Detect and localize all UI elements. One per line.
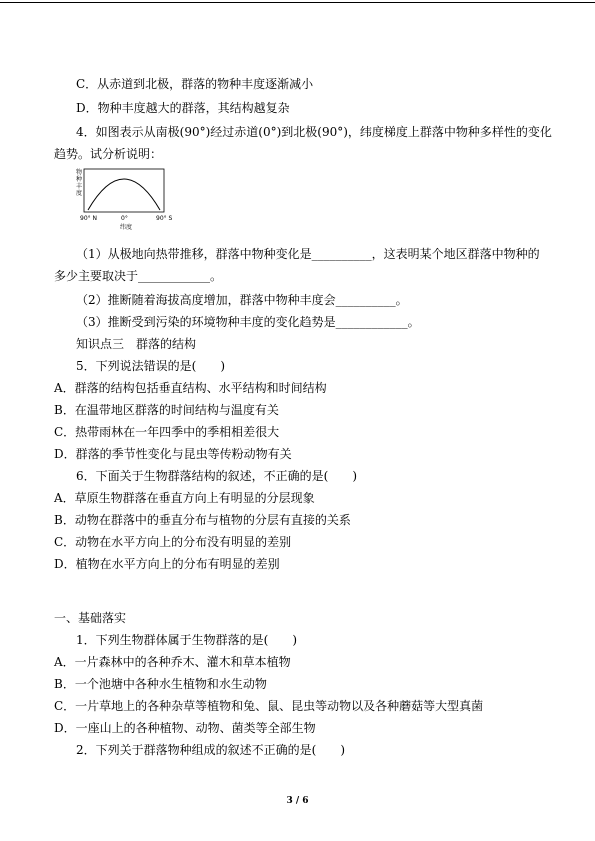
diversity-curve	[88, 179, 160, 210]
figure-ylabel-char-1: 物	[76, 169, 83, 176]
option-d-q5: D．群落的季节性变化与昆虫等传粉动物有关	[54, 447, 292, 461]
figure-tick-north: 90° N	[80, 215, 98, 222]
latitude-richness-curve-svg	[74, 166, 194, 234]
figure-ylabel-char-4: 度	[76, 190, 83, 197]
question-5: 5．下列说法错误的是( )	[76, 359, 225, 373]
figure-tick-south: 90° S	[156, 215, 173, 222]
option-a-q5: A．群落的结构包括垂直结构、水平结构和时间结构	[54, 381, 327, 395]
option-c-q6: C．动物在水平方向上的分布没有明显的差别	[54, 535, 292, 549]
option-a-q6: A．草原生物群落在垂直方向上有明显的分层现象	[54, 491, 315, 505]
question-4: 4．如图表示从南极(90°)经过赤道(0°)到北极(90°)，纬度梯度上群落中物种多样性的变化	[76, 125, 552, 139]
question-6: 6．下面关于生物群落结构的叙述，不正确的是( )	[76, 469, 358, 483]
figure-xlabel: 纬度	[120, 224, 133, 231]
question-4-part-3: （3）推断受到污染的环境物种丰度的变化趋势是____________。	[76, 315, 420, 329]
question-4-part-2: （2）推断随着海拔高度增加，群落中物种丰度会__________。	[76, 293, 408, 307]
option-d-q6: D．植物在水平方向上的分布有明显的差别	[54, 557, 280, 571]
homework-question-1: 1．下列生物群体属于生物群落的是( )	[76, 633, 297, 647]
section-knowledge-3: 知识点三 群落的结构	[76, 337, 197, 351]
homework-question-2: 2．下列关于群落物种组成的叙述不正确的是( )	[76, 743, 345, 757]
section-basics: 一、基础落实	[54, 611, 127, 625]
option-a-hq1: A．一片森林中的各种乔木、灌木和草本植物	[54, 655, 291, 669]
species-diversity-figure	[74, 166, 194, 234]
option-c-hq1: C．一片草地上的各种杂草等植物和兔、鼠、昆虫等动物以及各种蘑菇等大型真菌	[54, 699, 484, 713]
option-d-q3: D．物种丰度越大的群落，其结构越复杂	[76, 101, 290, 115]
figure-frame	[84, 169, 164, 212]
page-number: 3 / 6	[286, 796, 309, 806]
question-4-continued: 趋势。试分析说明：	[54, 147, 163, 161]
option-b-hq1: B．一个池塘中各种水生植物和水生动物	[54, 677, 267, 691]
option-d-hq1: D．一座山上的各种植物、动物、菌类等全部生物	[54, 721, 316, 735]
option-c-q5: C．热带雨林在一年四季中的季相相差很大	[54, 425, 280, 439]
figure-ylabel-char-3: 丰	[76, 183, 83, 190]
question-4-part-1: （1）从极地向热带推移，群落中物种变化是__________，这表明某个地区群落中物种的	[76, 247, 540, 261]
question-4-part-1-continued: 多少主要取决于____________。	[54, 269, 223, 283]
header-rule	[0, 2, 595, 3]
figure-ylabel-char-2: 种	[76, 176, 83, 183]
option-c-q3: C．从赤道到北极，群落的物种丰度逐渐减小	[76, 77, 314, 91]
option-b-q6: B．动物在群落中的垂直分布与植物的分层有直接的关系	[54, 513, 351, 527]
figure-tick-equator: 0°	[121, 215, 128, 222]
option-b-q5: B．在温带地区群落的时间结构与温度有关	[54, 403, 279, 417]
